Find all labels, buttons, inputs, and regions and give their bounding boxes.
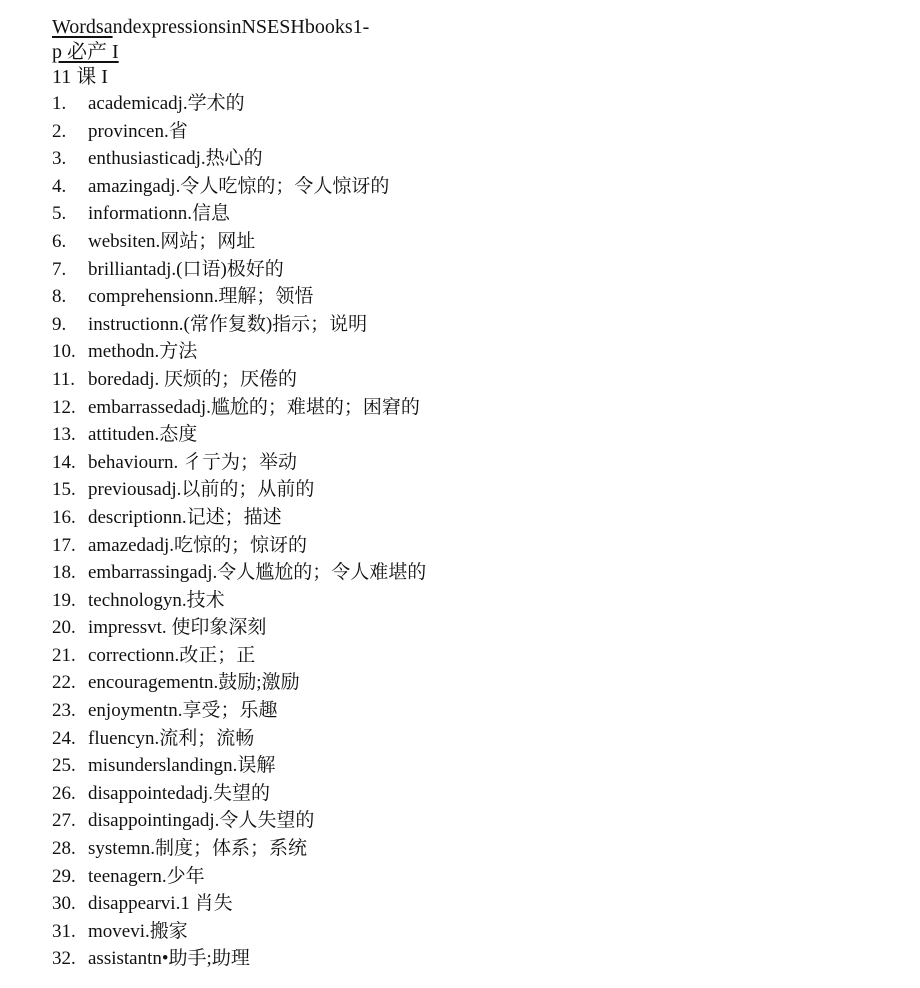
vocab-entry-text: technologyn.技术: [88, 589, 225, 611]
vocab-entry: [52, 532, 872, 560]
vocab-entry: [52, 945, 872, 973]
vocab-entry-number: 15.: [52, 479, 76, 501]
vocab-entry-text: enjoymentn.享受；乐趣: [88, 700, 278, 722]
vocab-entry: [52, 559, 872, 587]
vocab-entry-number: 9.: [52, 313, 67, 335]
vocab-entry-text: boredadj. 厌烦的；厌倦的: [88, 368, 297, 390]
vocab-entry-number: 3.: [52, 148, 67, 170]
vocab-entry-text: previousadj.以前的；从前的: [88, 479, 315, 501]
vocab-entry: [52, 200, 872, 228]
vocab-entry-number: 17.: [52, 534, 76, 556]
vocab-entry-text: encouragementn.鼓励;激励: [88, 672, 300, 694]
document-title-rest: ndexpressionsinNSESHbooks1-: [112, 16, 370, 38]
document-page: [52, 14, 872, 973]
vocab-entry: [52, 90, 872, 118]
vocab-entry-text: behaviourn. 彳亍为；举动: [88, 451, 297, 473]
vocab-entry-number: 23.: [52, 700, 76, 722]
document-title: [52, 14, 872, 40]
vocab-entry: [52, 918, 872, 946]
vocab-entry-text: methodn.方法: [88, 341, 198, 363]
vocab-entry-number: 7.: [52, 258, 67, 280]
vocab-entry-number: 26.: [52, 782, 76, 804]
vocab-entry: [52, 780, 872, 808]
document-subtitle: p 必产 I: [52, 41, 119, 63]
vocab-entry-number: 30.: [52, 893, 76, 915]
vocab-entry: [52, 394, 872, 422]
vocab-entry-number: 4.: [52, 175, 67, 197]
vocab-entry-text: disappointingadj.令人失望的: [88, 810, 315, 832]
vocab-entry-number: 20.: [52, 617, 76, 639]
vocab-entry: [52, 642, 872, 670]
vocab-entry-number: 1.: [52, 93, 67, 114]
vocab-entry-text: amazedadj.吃惊的；惊讶的: [88, 534, 307, 556]
vocab-entry: [52, 338, 872, 366]
vocab-entry-number: 27.: [52, 810, 76, 832]
vocab-entry: [52, 283, 872, 311]
vocab-entry: [52, 311, 872, 339]
vocab-entry-text: systemn.制度；体系；系统: [88, 838, 308, 860]
vocab-entry-number: 6.: [52, 230, 67, 252]
vocab-entry: [52, 890, 872, 918]
vocab-entry-number: 31.: [52, 920, 76, 942]
vocab-entry: [52, 173, 872, 201]
vocab-entry: [52, 587, 872, 615]
vocab-entry-text: instructionn.(常作复数)指示；说明: [88, 313, 368, 335]
vocab-entry: [52, 145, 872, 173]
vocab-entry-text: descriptionn.记述；描述: [88, 506, 282, 528]
vocab-entry-number: 12.: [52, 396, 76, 418]
vocab-entry: [52, 256, 872, 284]
vocab-entry: [52, 669, 872, 697]
vocab-entry: [52, 449, 872, 477]
vocab-entry-text: correctionn.改正；正: [88, 644, 256, 666]
vocab-entry: [52, 504, 872, 532]
vocab-entry-text: informationn.信息: [88, 203, 230, 225]
vocab-entry-text: websiten.网站；网址: [88, 230, 256, 252]
vocab-entry-number: 18.: [52, 562, 76, 584]
vocab-entry: [52, 725, 872, 753]
document-title-underlined: Wordsa: [52, 16, 113, 38]
vocab-entry-text: amazingadj.令人吃惊的；令人惊讶的: [88, 175, 390, 197]
vocab-entry: [52, 476, 872, 504]
vocab-entry-text: embarrassedadj.尴尬的；难堪的；困窘的: [88, 396, 420, 418]
vocab-entry-text: provincen.省: [88, 120, 188, 142]
vocab-entry: [52, 807, 872, 835]
vocab-entry-text: enthusiasticadj.热心的: [88, 148, 263, 170]
vocab-entry-number: 28.: [52, 838, 76, 860]
vocab-entry-text: impressvt. 使印象深刻: [88, 617, 267, 639]
vocab-entry-number: 2.: [52, 120, 67, 142]
vocab-entry: [52, 118, 872, 146]
vocab-entry-text: fluencyn.流利；流畅: [88, 727, 255, 749]
vocab-entry-number: 25.: [52, 755, 76, 777]
vocab-entry: [52, 228, 872, 256]
vocab-entry-number: 16.: [52, 506, 76, 528]
vocab-entry-text: brilliantadj.(口语)极好的: [88, 258, 284, 280]
lesson-heading: 11 课 I: [52, 66, 108, 88]
vocab-entry-number: 10.: [52, 341, 76, 363]
vocab-entry-number: 24.: [52, 727, 76, 749]
vocab-entry: [52, 614, 872, 642]
vocab-entry-text: attituden.态度: [88, 424, 198, 446]
vocab-entry: [52, 835, 872, 863]
vocab-entry-text: comprehensionn.理解；领悟: [88, 286, 314, 308]
vocab-entry: [52, 421, 872, 449]
vocab-entry-number: 14.: [52, 451, 76, 473]
vocab-entry-number: 21.: [52, 644, 76, 666]
vocab-entry: [52, 752, 872, 780]
vocab-entry-text: teenagern.少年: [88, 865, 205, 887]
vocab-entry-text: disappearvi.1 肖失: [88, 893, 233, 915]
vocab-entry-text: academicadj.学术的: [88, 93, 245, 114]
vocab-entry-text: misunderslandingn.误解: [88, 755, 276, 777]
vocab-entry: [52, 697, 872, 725]
vocab-entry-number: 11.: [52, 368, 76, 390]
vocab-entry: [52, 863, 872, 891]
vocab-entry-number: 5.: [52, 203, 67, 225]
vocab-entry-number: 19.: [52, 589, 76, 611]
vocab-entry-number: 13.: [52, 424, 76, 446]
vocab-entry-text: movevi.搬家: [88, 920, 188, 942]
vocab-entry-number: 32.: [52, 948, 76, 970]
vocab-entry-text: assistantn•助手;助理: [88, 948, 250, 970]
vocab-entry-number: 22.: [52, 672, 76, 694]
vocabulary-list: [52, 90, 872, 973]
vocab-entry-text: disappointedadj.失望的: [88, 782, 271, 804]
vocab-entry-text: embarrassingadj.令人尴尬的；令人难堪的: [88, 562, 427, 584]
vocab-entry: [52, 366, 872, 394]
vocab-entry-number: 29.: [52, 865, 76, 887]
vocab-entry-number: 8.: [52, 286, 67, 308]
